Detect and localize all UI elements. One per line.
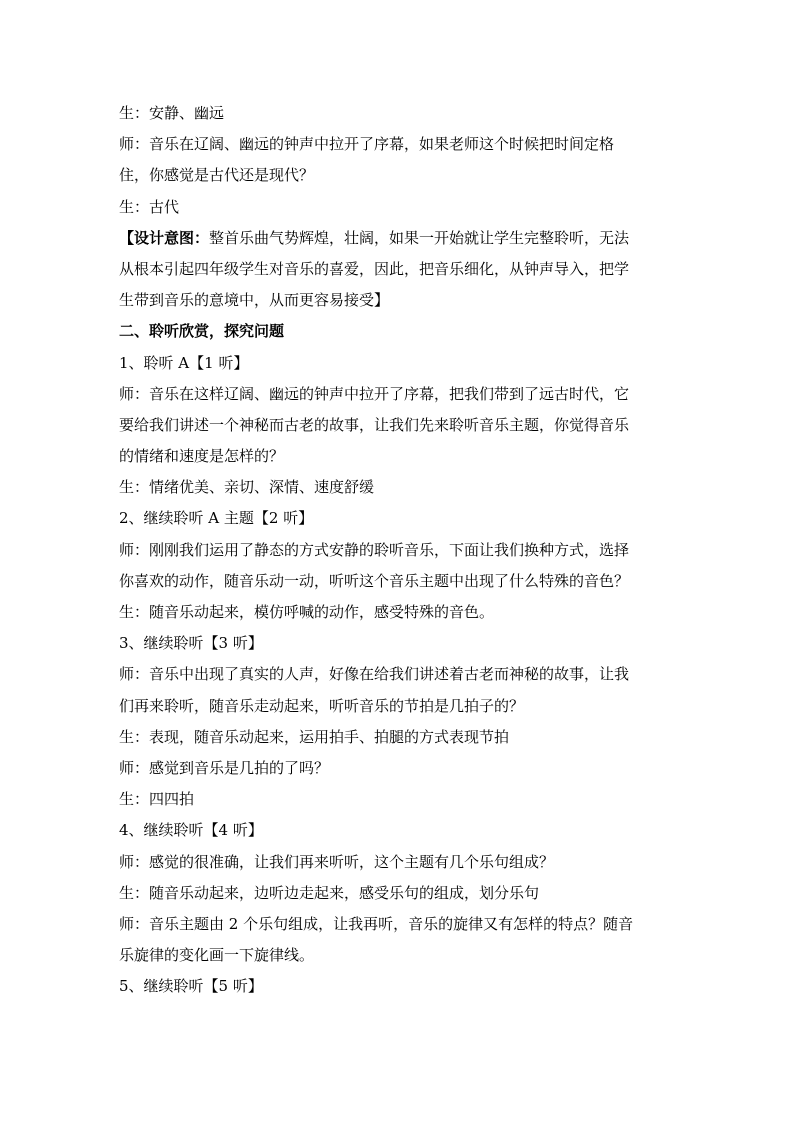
text-line-teacher-2c: 的情绪和速度是怎样的？ [119, 447, 285, 466]
text-line-student-answer-3: 生：情绪优美、亲切、深情、速度舒缓 [119, 478, 375, 497]
text-line-teacher-5: 师：感觉到音乐是几拍的了吗？ [119, 758, 330, 777]
text-line-teacher-2a: 师：音乐在这样辽阔、幽远的钟声中拉开了序幕，把我们带到了远古时代，它 [119, 384, 630, 403]
step-heading-4: 4、继续聆听【4 听】 [119, 821, 263, 840]
text-line-teacher-4b: 们再来聆听，随音乐走动起来，听听音乐的节拍是几拍子的？ [119, 696, 525, 715]
text-line-student-answer-6: 生：四四拍 [119, 790, 195, 809]
text-line-teacher-7b: 乐旋律的变化画一下旋律线。 [119, 946, 315, 965]
text-line-teacher-3a: 师：刚刚我们运用了静态的方式安静的聆听音乐，下面让我们换种方式，选择 [119, 540, 630, 559]
text-line-teacher-7a: 师：音乐主题由 2 个乐句组成，让我再听，音乐的旋律又有怎样的特点？随音 [119, 914, 634, 933]
text-line-student-answer-2: 生：古代 [119, 197, 180, 216]
text-line-student-answer-1: 生：安静、幽远 [119, 104, 225, 122]
step-heading-1: 1、聆听 A【1 听】 [119, 353, 249, 372]
design-intent-label: 【设计意图： [119, 228, 210, 247]
design-intent-line-3: 生带到音乐的意境中，从而更容易接受】 [119, 291, 390, 310]
text-line-teacher-2b: 要给我们讲述一个神秘而古老的故事，让我们先来聆听音乐主题，你觉得音乐 [119, 415, 630, 434]
text-line-teacher-6: 师：感觉的很准确，让我们再来听听，这个主题有几个乐句组成？ [119, 852, 555, 871]
step-heading-3: 3、继续聆听【3 听】 [119, 634, 263, 653]
step-heading-2: 2、继续聆听 A 主题【2 听】 [119, 509, 314, 528]
text-line-student-answer-7: 生：随音乐动起来，边听边走起来，感受乐句的组成，划分乐句 [119, 883, 540, 902]
text-line-student-answer-5: 生：表现，随音乐动起来，运用拍手、拍腿的方式表现节拍 [119, 727, 510, 746]
section-heading-listen: 二、聆听欣赏，探究问题 [119, 322, 285, 341]
text-line-teacher-1a: 师：音乐在辽阔、幽远的钟声中拉开了序幕，如果老师这个时候把时间定格 [119, 135, 615, 154]
text-line-teacher-3b: 你喜欢的动作，随音乐动一动，听听这个音乐主题中出现了什么特殊的音色？ [119, 571, 630, 590]
document-body [119, 98, 675, 1002]
text-line-teacher-4a: 师：音乐中出现了真实的人声，好像在给我们讲述着古老而神秘的故事，让我 [119, 665, 630, 684]
design-intent-line-1 [119, 223, 675, 254]
text-line-teacher-1b: 住，你感觉是古代还是现代？ [119, 166, 315, 185]
step-heading-5: 5、继续聆听【5 听】 [119, 977, 263, 996]
text-line-student-answer-4: 生：随音乐动起来，模仿呼喊的动作，感受特殊的音色。 [119, 603, 495, 621]
design-intent-text: 整首乐曲气势辉煌，壮阔，如果一开始就让学生完整聆听，无法 [209, 228, 630, 247]
design-intent-line-2: 从根本引起四年级学生对音乐的喜爱，因此，把音乐细化，从钟声导入，把学 [119, 259, 630, 278]
